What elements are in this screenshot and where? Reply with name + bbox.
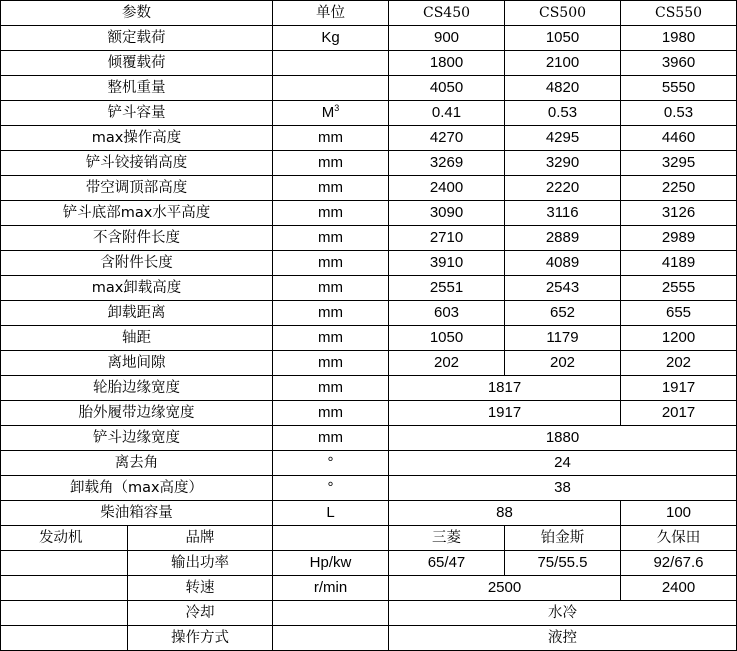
row-value: 1917	[621, 376, 737, 401]
row-value: 4089	[505, 251, 621, 276]
table-row	[1, 426, 737, 451]
row-value: 2710	[389, 226, 505, 251]
row-value: 1980	[621, 26, 737, 51]
row-value: 1200	[621, 326, 737, 351]
row-label: 卸载角（max高度）	[1, 476, 273, 501]
row-value: 1050	[505, 26, 621, 51]
row-value: 1050	[389, 326, 505, 351]
table-row	[1, 276, 737, 301]
row-label: 铲斗容量	[1, 101, 273, 126]
row-value: 4295	[505, 126, 621, 151]
engine-group-blank	[1, 601, 128, 626]
row-value: 2400	[389, 176, 505, 201]
row-value: 1179	[505, 326, 621, 351]
row-value-merged: 1880	[389, 426, 737, 451]
row-label: 轮胎边缘宽度	[1, 376, 273, 401]
row-value-merged: 液控	[389, 626, 737, 651]
row-value: 655	[621, 301, 737, 326]
row-unit: Kg	[273, 26, 389, 51]
row-value: 0.53	[621, 101, 737, 126]
row-label: 带空调顶部高度	[1, 176, 273, 201]
row-value: 603	[389, 301, 505, 326]
row-label: 轴距	[1, 326, 273, 351]
row-value: 75/55.5	[505, 551, 621, 576]
row-unit: mm	[273, 251, 389, 276]
row-label: 品牌	[128, 526, 273, 551]
row-unit: mm	[273, 226, 389, 251]
row-label: 铲斗底部max水平高度	[1, 201, 273, 226]
row-value: 4820	[505, 76, 621, 101]
row-value: 2100	[505, 51, 621, 76]
row-unit	[273, 626, 389, 651]
row-value: 三菱	[389, 526, 505, 551]
row-value: 1800	[389, 51, 505, 76]
row-value: 652	[505, 301, 621, 326]
row-label: 整机重量	[1, 76, 273, 101]
row-unit	[273, 601, 389, 626]
row-unit: mm	[273, 201, 389, 226]
row-value: 2555	[621, 276, 737, 301]
row-label: 卸载距离	[1, 301, 273, 326]
row-value: 92/67.6	[621, 551, 737, 576]
row-value: 3090	[389, 201, 505, 226]
row-label: 含附件长度	[1, 251, 273, 276]
row-value: 3295	[621, 151, 737, 176]
row-value: 202	[389, 351, 505, 376]
header-param: 参数	[1, 1, 273, 26]
row-value-merged: 2500	[389, 576, 621, 601]
row-value: 202	[505, 351, 621, 376]
row-label: max卸载高度	[1, 276, 273, 301]
engine-group-blank	[1, 551, 128, 576]
table-row	[1, 351, 737, 376]
table-row	[1, 76, 737, 101]
row-value: 2220	[505, 176, 621, 201]
row-unit: mm	[273, 151, 389, 176]
row-value: 3960	[621, 51, 737, 76]
row-unit: mm	[273, 301, 389, 326]
row-value: 3269	[389, 151, 505, 176]
row-value: 4050	[389, 76, 505, 101]
table-row	[1, 226, 737, 251]
row-label: 柴油箱容量	[1, 501, 273, 526]
table-row	[1, 376, 737, 401]
row-unit	[273, 51, 389, 76]
row-label: 倾覆载荷	[1, 51, 273, 76]
row-unit: r/min	[273, 576, 389, 601]
row-value: 久保田	[621, 526, 737, 551]
row-unit: mm	[273, 351, 389, 376]
row-value: 2889	[505, 226, 621, 251]
row-label: 胎外履带边缘宽度	[1, 401, 273, 426]
row-unit	[273, 76, 389, 101]
row-value: 2250	[621, 176, 737, 201]
row-value: 4460	[621, 126, 737, 151]
engine-group-label: 发动机	[1, 526, 128, 551]
row-unit: °	[273, 476, 389, 501]
engine-group-blank	[1, 576, 128, 601]
row-unit: mm	[273, 126, 389, 151]
row-label: 离地间隙	[1, 351, 273, 376]
table-row	[1, 126, 737, 151]
row-value-merged: 38	[389, 476, 737, 501]
row-unit: mm	[273, 401, 389, 426]
header-row	[1, 1, 737, 26]
row-value-merged: 88	[389, 501, 621, 526]
row-label: 铲斗铰接销高度	[1, 151, 273, 176]
row-value: 65/47	[389, 551, 505, 576]
table-row	[1, 526, 737, 551]
table-row	[1, 601, 737, 626]
row-unit: mm	[273, 426, 389, 451]
table-row	[1, 101, 737, 126]
row-blank	[1, 626, 128, 651]
table-row	[1, 476, 737, 501]
header-model-2: CS500	[505, 1, 621, 26]
table-row	[1, 401, 737, 426]
table-row	[1, 501, 737, 526]
row-value: 3910	[389, 251, 505, 276]
row-label: 输出功率	[128, 551, 273, 576]
table-row	[1, 301, 737, 326]
table-row	[1, 576, 737, 601]
row-value: 4189	[621, 251, 737, 276]
row-value: 202	[621, 351, 737, 376]
row-label: 铲斗边缘宽度	[1, 426, 273, 451]
header-model-1: CS450	[389, 1, 505, 26]
row-value: 900	[389, 26, 505, 51]
row-value-merged: 1917	[389, 401, 621, 426]
row-value-merged: 水冷	[389, 601, 737, 626]
row-label: 操作方式	[128, 626, 273, 651]
unit-superscript: 3	[334, 103, 340, 113]
row-value: 2989	[621, 226, 737, 251]
row-unit: mm	[273, 326, 389, 351]
row-unit: mm	[273, 176, 389, 201]
row-value: 2017	[621, 401, 737, 426]
table-row	[1, 551, 737, 576]
row-unit: °	[273, 451, 389, 476]
row-unit: mm	[273, 276, 389, 301]
unit-base: M	[321, 104, 335, 121]
row-label: 不含附件长度	[1, 226, 273, 251]
row-value: 2551	[389, 276, 505, 301]
row-label: 冷却	[128, 601, 273, 626]
row-label: max操作高度	[1, 126, 273, 151]
row-unit	[273, 526, 389, 551]
header-model-3: CS550	[621, 1, 737, 26]
row-value: 5550	[621, 76, 737, 101]
row-value: 3116	[505, 201, 621, 226]
table-row	[1, 151, 737, 176]
header-unit: 单位	[273, 1, 389, 26]
row-unit: mm	[273, 376, 389, 401]
table-row	[1, 251, 737, 276]
row-label: 额定载荷	[1, 26, 273, 51]
row-unit: L	[273, 501, 389, 526]
row-label: 转速	[128, 576, 273, 601]
row-unit: Hp/kw	[273, 551, 389, 576]
row-value: 0.41	[389, 101, 505, 126]
row-value: 3290	[505, 151, 621, 176]
row-value-merged: 1817	[389, 376, 621, 401]
table-row	[1, 51, 737, 76]
row-unit	[273, 101, 389, 126]
row-value: 4270	[389, 126, 505, 151]
row-value: 铂金斯	[505, 526, 621, 551]
row-value: 0.53	[505, 101, 621, 126]
row-value: 2543	[505, 276, 621, 301]
row-value-merged: 24	[389, 451, 737, 476]
row-value: 100	[621, 501, 737, 526]
row-value: 3126	[621, 201, 737, 226]
table-row	[1, 326, 737, 351]
table-row	[1, 451, 737, 476]
table-row	[1, 201, 737, 226]
table-row	[1, 626, 737, 651]
row-label: 离去角	[1, 451, 273, 476]
table-row	[1, 26, 737, 51]
table-row	[1, 176, 737, 201]
row-value: 2400	[621, 576, 737, 601]
